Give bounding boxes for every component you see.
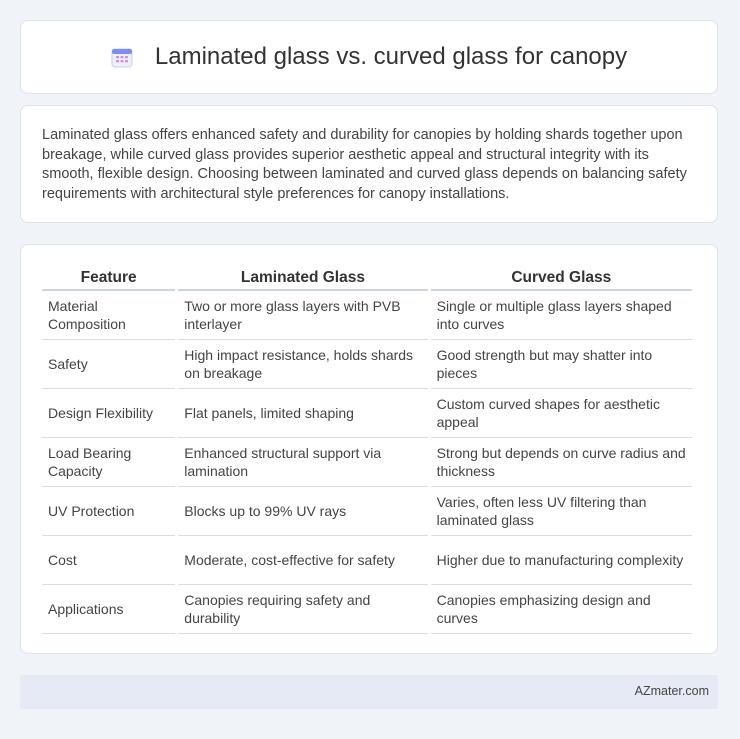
header-curved: Curved Glass [431,265,692,291]
curved-cell: Good strength but may shatter into pieces [431,340,692,389]
feature-cell: Design Flexibility [42,389,175,438]
page-title: Laminated glass vs. curved glass for canopy [154,43,628,70]
feature-cell: Applications [42,585,175,634]
feature-cell: Load Bearing Capacity [42,438,175,487]
comparison-card [20,244,718,654]
feature-cell: UV Protection [42,487,175,536]
laminated-cell: Two or more glass layers with PVB interlayer [178,291,427,340]
footer-brand: AZmater.com [634,684,709,698]
laminated-cell: Flat panels, limited shaping [178,389,427,438]
laminated-cell: Blocks up to 99% UV rays [178,487,427,536]
curved-cell: Single or multiple glass layers shaped into curves [431,291,692,340]
footer-bar [20,675,718,709]
laminated-cell: Enhanced structural support via lamination [178,438,427,487]
table-row [42,389,692,438]
header-feature: Feature [42,265,175,291]
curved-cell: Canopies emphasizing design and curves [431,585,692,634]
curved-cell: Custom curved shapes for aesthetic appeal [431,389,692,438]
title-card [20,20,718,94]
laminated-cell: Canopies requiring safety and durability [178,585,427,634]
feature-cell: Cost [42,536,175,585]
table-row [42,487,692,536]
feature-cell: Safety [42,340,175,389]
feature-cell: Material Composition [42,291,175,340]
comparison-table [39,265,695,634]
table-row [42,585,692,634]
calendar-icon [111,46,133,68]
curved-cell: Strong but depends on curve radius and thickness [431,438,692,487]
intro-card [20,105,718,223]
table-row [42,536,692,585]
table-header-row [42,265,692,291]
laminated-cell: High impact resistance, holds shards on breakage [178,340,427,389]
table-row [42,340,692,389]
curved-cell: Varies, often less UV filtering than laminated glass [431,487,692,536]
laminated-cell: Moderate, cost-effective for safety [178,536,427,585]
intro-text: Laminated glass offers enhanced safety and durability for canopies by holding shards together upon breakage, while curved glass provides superior aesthetic appeal and structural integrity with its smooth, flexible design. Choosing between laminated and curved glass depends on balancing safety requirements with architectural style preferences for canopy installations. [42,127,687,202]
table-row [42,438,692,487]
table-row [42,291,692,340]
curved-cell: Higher due to manufacturing complexity [431,536,692,585]
header-laminated: Laminated Glass [178,265,427,291]
